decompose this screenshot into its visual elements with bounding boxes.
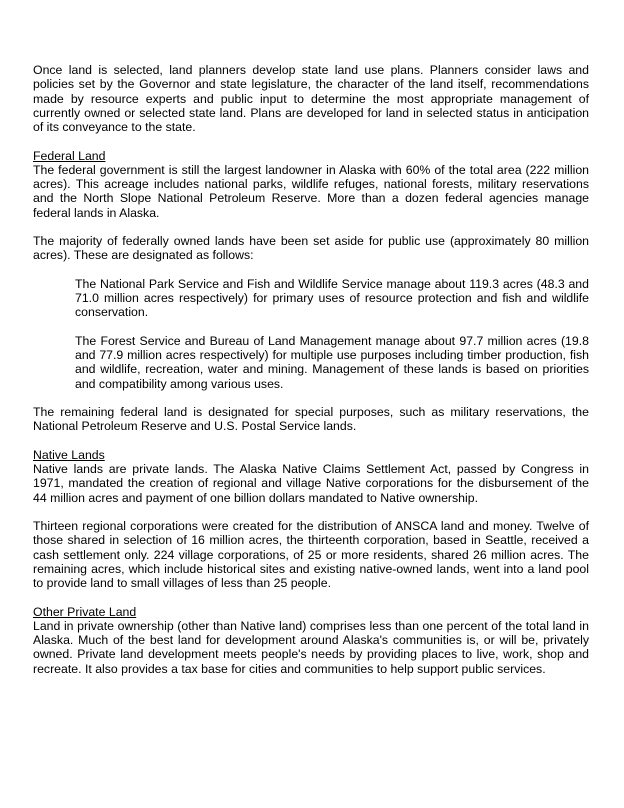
section-federal-land: [33, 149, 589, 220]
text-line: recreate. It also provides a tax base for cities and communities to help support public services.: [33, 661, 546, 676]
section-other-private-land: [33, 605, 589, 676]
text-line: those shared in selection of 16 million acres, the thirteenth corporation, based in Seattle, received a: [33, 533, 589, 548]
section-heading: Native Lands: [33, 447, 105, 462]
text-line: remaining acres, which include historical sites and existing native-owned lands, went into a land pool: [33, 561, 589, 576]
text-line: and wildlife, recreation, water and mining. Management of these lands is based on priorities: [75, 362, 589, 377]
paragraph-forest-service: [75, 334, 589, 391]
paragraph-remaining-federal: [33, 405, 589, 434]
text-line: policies set by the Governor and state legislature, the character of the land itself, recommendations: [33, 77, 589, 92]
text-line: acres). This acreage includes national parks, wildlife refuges, national forests, military reservations: [33, 177, 589, 191]
text-line: Native lands are private lands. The Alaska Native Claims Settlement Act, passed by Congress in: [33, 462, 589, 476]
paragraph-regional-corporations: [33, 519, 589, 590]
text-line: currently owned or selected state land. Plans are developed for land in selected status in anticipation: [33, 105, 589, 120]
paragraph-park-service: [75, 277, 589, 320]
text-line: National Petroleum Reserve and U.S. Postal Service lands.: [33, 419, 357, 434]
text-line: cash settlement only. 224 village corporations, of 25 or more residents, shared 26 million acres. The: [33, 547, 589, 562]
text-line: The federal government is still the largest landowner in Alaska with 60% of the total area (222 million: [33, 162, 589, 177]
section-native-lands: [33, 448, 589, 505]
text-line: Thirteen regional corporations were created for the distribution of ANSCA land and money. Twelve of: [33, 519, 589, 533]
text-line: The majority of federally owned lands have been set aside for public use (approximately 80 million: [33, 234, 589, 248]
text-line: The remaining federal land is designated for special purposes, such as military reservations, the: [33, 405, 589, 419]
text-line: and 77.9 million acres respectively) for multiple use purposes including timber production, fish: [75, 348, 589, 362]
section-heading: Other Private Land: [33, 604, 137, 619]
text-line: 71.0 million acres respectively) for primary uses of resource protection and fish and wildlife: [75, 291, 589, 305]
document-page: [33, 63, 589, 690]
text-line: conservation.: [75, 305, 149, 320]
text-line: acres). These are designated as follows:: [33, 248, 254, 263]
text-line: to provide land to small villages of less than 25 people.: [33, 576, 332, 590]
text-line: made by resource experts and public input to determine the most appropriate management of: [33, 91, 589, 106]
text-line: The National Park Service and Fish and Wildlife Service manage about 119.3 acres (48.3 and: [75, 276, 589, 291]
text-line: and the North Slope National Petroleum Reserve. More than a dozen federal agencies manage: [33, 191, 589, 206]
text-line: Once land is selected, land planners develop state land use plans. Planners consider laws and: [33, 63, 589, 77]
text-line: federal lands in Alaska.: [33, 205, 160, 220]
text-line: 44 million acres and payment of one billion dollars mandated to Native ownership.: [33, 490, 478, 505]
text-line: Land in private ownership (other than Native land) comprises less than one percent of the total land in: [33, 618, 589, 633]
text-line: 1971, mandated the creation of regional and village Native corporations for the disbursement of the: [33, 476, 589, 491]
text-line: owned. Private land development meets people's needs by providing places to live, work, shop and: [33, 647, 589, 662]
text-line: and compatibility among various uses.: [75, 376, 284, 391]
paragraph-public-use: [33, 234, 589, 263]
text-line: Alaska. Much of the best land for development around Alaska's communities is, or will be, privately: [33, 633, 589, 647]
text-line: of its conveyance to the state.: [33, 120, 196, 134]
section-heading: Federal Land: [33, 148, 106, 163]
paragraph-land-use-plans: [33, 63, 589, 134]
text-line: The Forest Service and Bureau of Land Management manage about 97.7 million acres (19.8: [75, 333, 589, 348]
